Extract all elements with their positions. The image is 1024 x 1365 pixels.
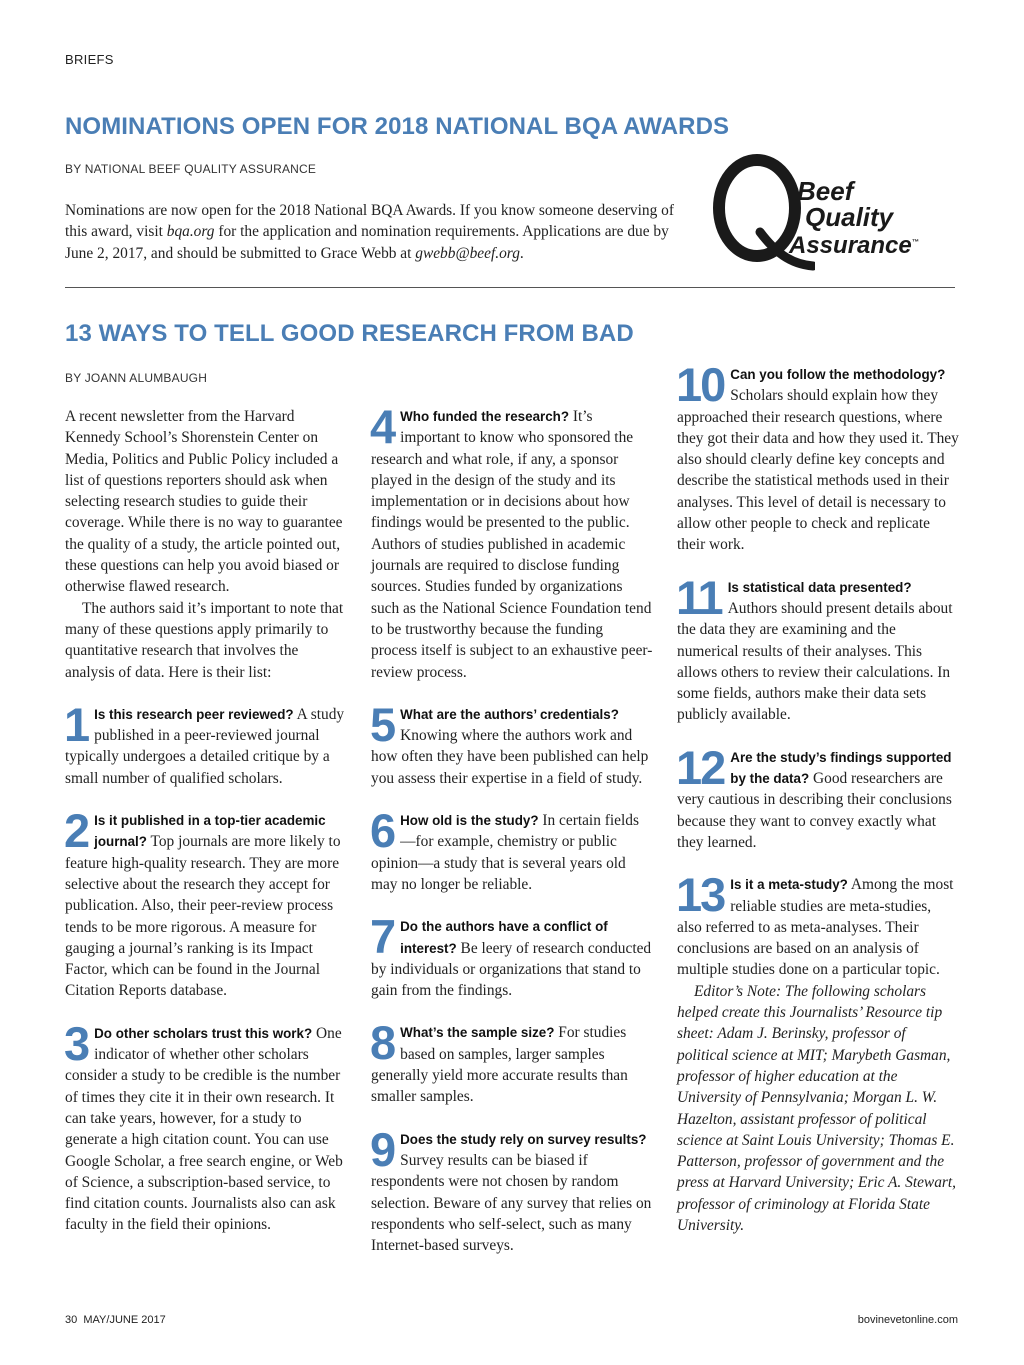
column-2	[370, 400, 653, 1256]
item-number: 9	[370, 1122, 395, 1176]
page-number: 30	[65, 1314, 78, 1326]
list-item-3	[64, 1016, 347, 1236]
list-item-9	[370, 1122, 653, 1257]
item-text: It’s important to know who sponsored the research and what role, if any, a sponsor played in the design of the study and its implementation or in decisions about how findings would be presented to the public. Authors of studies published in academic journals are required to disclose funding sources. Studies funded by organizations such as the National Science Foundation tend to be trustworthy because the funding process itself is subject to an exhaustive peer-review process.	[371, 408, 653, 681]
item-question: Who funded the research?	[400, 409, 570, 424]
article1-byline: BY NATIONAL BEEF QUALITY ASSURANCE	[65, 162, 317, 176]
item-question: Does the study rely on survey results?	[400, 1131, 647, 1147]
article2-title: 13 WAYS TO TELL GOOD RESEARCH FROM BAD	[65, 320, 634, 347]
item-number: 3	[64, 1016, 89, 1070]
item-number: 2	[64, 804, 89, 858]
item-question: Can you follow the methodology?	[730, 367, 946, 382]
item-number: 10	[676, 358, 725, 411]
footer-site[interactable]: bovinevetonline.com	[857, 1314, 958, 1326]
list-item-7	[370, 910, 653, 1001]
item-number: 6	[370, 804, 395, 858]
item-number: 4	[370, 400, 395, 453]
item-question: What are the authors’ credentials?	[400, 706, 619, 722]
section-divider	[65, 287, 955, 288]
list-item-13	[676, 868, 959, 980]
email-link[interactable]: gwebb@beef.org	[415, 244, 520, 262]
column-3	[676, 358, 959, 1236]
logo-wordmark: Beef Quality Assurance™	[789, 176, 919, 259]
list-item-2	[64, 804, 347, 1002]
column-1	[65, 406, 347, 1236]
item-question: Are the study’s findings supported by the data?	[730, 749, 952, 787]
item-text: Survey results can be biased if respondents were not chosen by random selection. Beware of any survey that relies on respondents who self-select, such as many Internet-based surveys.	[371, 1151, 652, 1255]
item-text: Scholars should explain how they approached their research questions, where they got their data and how they used it. They also should clearly define key concepts and describe the statistical methods used in their analyses. This level of detail is necessary to allow other people to check and replicate their work.	[677, 387, 959, 554]
article1-body: Nominations are now open for the 2018 National BQA Awards. If you know someone deserving of this award, visit bqa.org for the application and nomination requirements. Applications are due by June 2, 2017, and should be submitted to Grace Webb at gwebb@beef.org.	[65, 202, 674, 262]
list-item-10	[676, 358, 959, 556]
item-text: Among the most reliable studies are meta-studies, also referred to as meta-analyses. Their conclusions are based on an analysis of multiple studies done on a particular topic.	[677, 876, 954, 979]
list-item-8	[370, 1016, 653, 1107]
list-item-11	[676, 570, 959, 726]
item-question: Is statistical data presented?	[727, 579, 912, 595]
list-item-5	[370, 697, 653, 789]
item-number: 5	[370, 697, 395, 751]
item-text: Top journals are more likely to feature high-quality research. They are more selective about the research they accept for publication. Also, their peer-review process tends to be more rigorous. A measure for gauging a journal’s ranking is its Impact Factor, which can be found in the Journal Citation Reports database.	[65, 833, 341, 1000]
item-question: Is it published in a top-tier academic journal?	[94, 813, 326, 850]
article1-title: NOMINATIONS OPEN FOR 2018 NATIONAL BQA AWARDS	[65, 113, 730, 140]
item-question: Do the authors have a conflict of interest?	[400, 919, 608, 956]
item-question: How old is the study?	[400, 813, 539, 829]
item-text: For studies based on samples, larger samples generally yield more accurate results than smaller samples.	[371, 1024, 628, 1106]
item-text: Good researchers are very cautious in describing their conclusions because they want to convey exactly what they learned.	[677, 770, 952, 851]
list-item-12	[676, 740, 959, 853]
item-text: In certain fields—for example, chemistry or public opinion—a study that is several years old may no longer be reliable.	[371, 812, 639, 893]
list-item-1	[64, 697, 347, 789]
item-question: Is it a meta-study?	[730, 877, 848, 893]
item-number: 7	[370, 910, 395, 964]
item-number: 11	[676, 570, 722, 624]
item-text: Knowing where the authors work and how often they have been published can help you assess their expertise in a field of study.	[371, 727, 649, 787]
item-question: Do other scholars trust this work?	[94, 1025, 313, 1041]
issue-date: MAY/JUNE 2017	[83, 1314, 166, 1326]
editors-note: Editor’s Note: The following scholars helped create this Journalists’ Resource tip sheet: Adam J. Berinsky, professor of political science at MIT; Marybeth Gasman, professor of higher education at the University of Pennsylvania; Morgan L. W. Hazelton, assistant professor of political science at Saint Louis University; Thomas E. Patterson, professor of government and the press at Harvard University; Eric A. Stewart, professor of criminology at Florida State University.	[677, 982, 956, 1234]
item-text: Be leery of research conducted by individuals or organizations that stand to gain from the findings.	[371, 939, 652, 1000]
list-item-6	[370, 804, 653, 895]
item-question: Is this research peer reviewed?	[94, 706, 294, 722]
section-label: BRIEFS	[65, 52, 114, 67]
item-number: 13	[676, 868, 725, 922]
item-number: 12	[676, 740, 725, 794]
intro-paragraph-1: A recent newsletter from the Harvard Kennedy School’s Shorenstein Center on Media, Politics and Public Policy included a list of questions reporters should ask when selecting research studies to guide their coverage. While there is no way to guarantee the quality of a study, the article pointed out, these questions can help you avoid biased or otherwise flawed research.	[65, 408, 343, 596]
item-number: 8	[370, 1016, 395, 1070]
item-text: A study published in a peer-reviewed journal typically undergoes a detailed critique by a small number of qualified scholars.	[65, 705, 345, 787]
item-text: Authors should present details about the data they are examining and the numerical results of their analyses. This allows others to review their calculations. In some fields, authors make their data sets publicly available.	[677, 599, 953, 724]
item-number: 1	[64, 697, 89, 751]
bqa-link[interactable]: bqa.org	[166, 223, 215, 241]
article2-byline: BY JOANN ALUMBAUGH	[65, 371, 208, 385]
bqa-logo	[705, 152, 920, 274]
intro-paragraph-2: The authors said it’s important to note that many of these questions apply primarily to quantitative research that involves the analysis of data. Here is their list:	[65, 599, 344, 681]
list-item-4	[370, 400, 653, 683]
item-text: One indicator of whether other scholars consider a study to be credible is the number of times they cite it in their own research. It can take years, however, for a study to generate a high citation count. You can use Google Scholar, a free search engine, or Web of Science, a subscription-based service, to find citation counts. Journalists also can ask faculty in the field their opinions.	[65, 1024, 343, 1234]
footer-page-info	[65, 1314, 166, 1326]
item-question: What’s the sample size?	[400, 1025, 555, 1041]
